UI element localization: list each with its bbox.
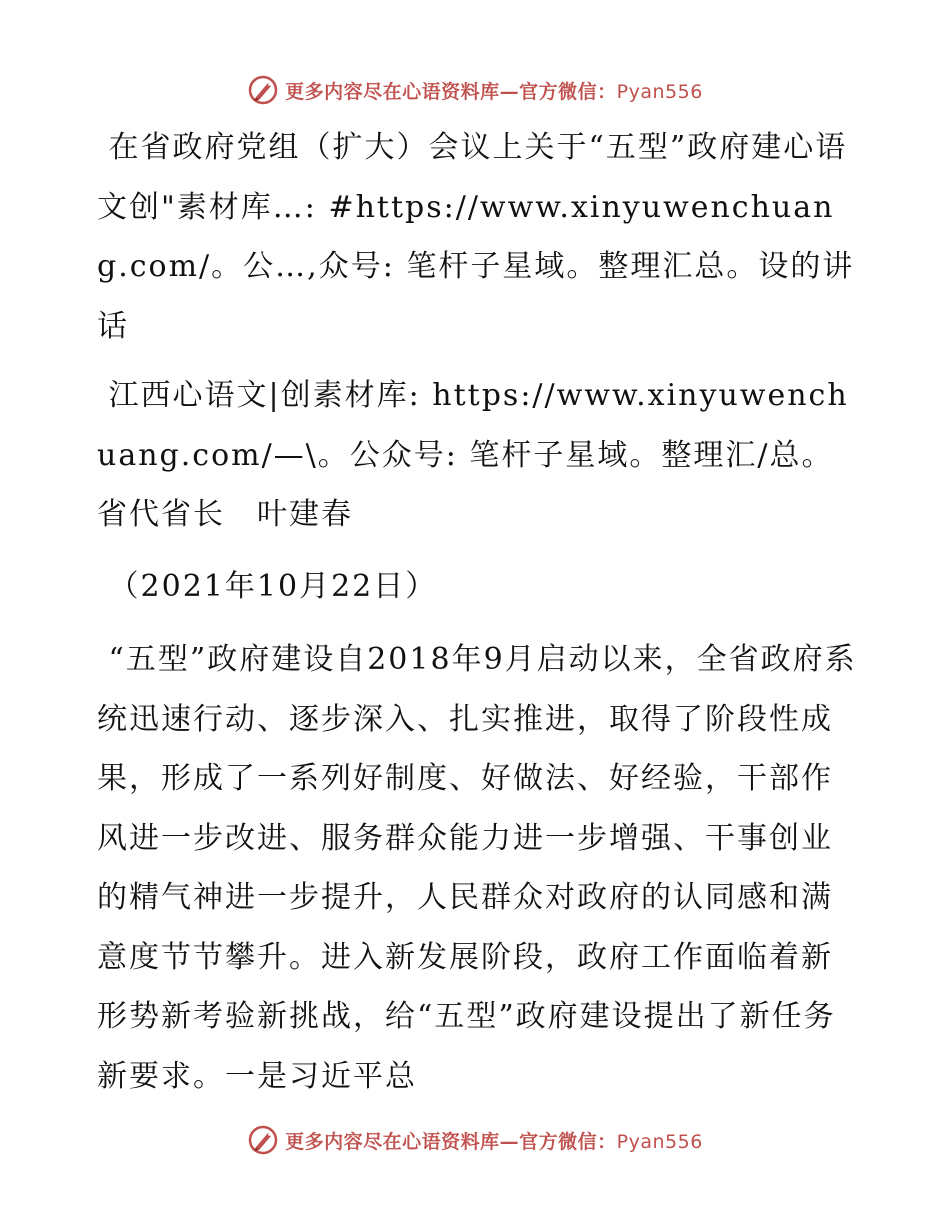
paragraph-date: （2021年10月22日） [97, 568, 438, 604]
paragraph-body: “五型”政府建设自2018年9月启动以来，全省政府系统迅速行动、逐步深入、扎实推进，取得了阶段性成果，形成了一系列好制度、好做法、好经验，干部作风进一步改进、服务群众能力进一步增强、干事创业的精气神进一步提升，人民群众对政府的认同感和满意度节节攀升。进入新发展阶段，政府工作面临着新形势新考验新挑战，给“五型”政府建设提出了新任务新要求。一是习近平总 [97, 642, 857, 1094]
pen-logo-icon [247, 1124, 279, 1156]
header-watermark [0, 70, 950, 110]
footer-watermark [0, 1120, 950, 1160]
paragraph-title: 在省政府党组（扩大）会议上关于“五型”政府建心语文创"素材库…: #https://www.xinyuwenchuang.com/。公…,众号: 笔杆子星域。整理汇总。设的讲话 [97, 130, 855, 344]
watermark-text: 更多内容尽在心语资料库—官方微信：Pyan556 [285, 80, 703, 103]
document-body [97, 118, 857, 1106]
watermark-text: 更多内容尽在心语资料库—官方微信：Pyan556 [285, 1130, 703, 1153]
pen-logo-icon [247, 74, 279, 106]
paragraph-source: 江西心语文|创素材库: https://www.xinyuwenchuang.com/—\。公众号: 笔杆子星域。整理汇/总。省代省长 叶建春 [97, 378, 849, 532]
